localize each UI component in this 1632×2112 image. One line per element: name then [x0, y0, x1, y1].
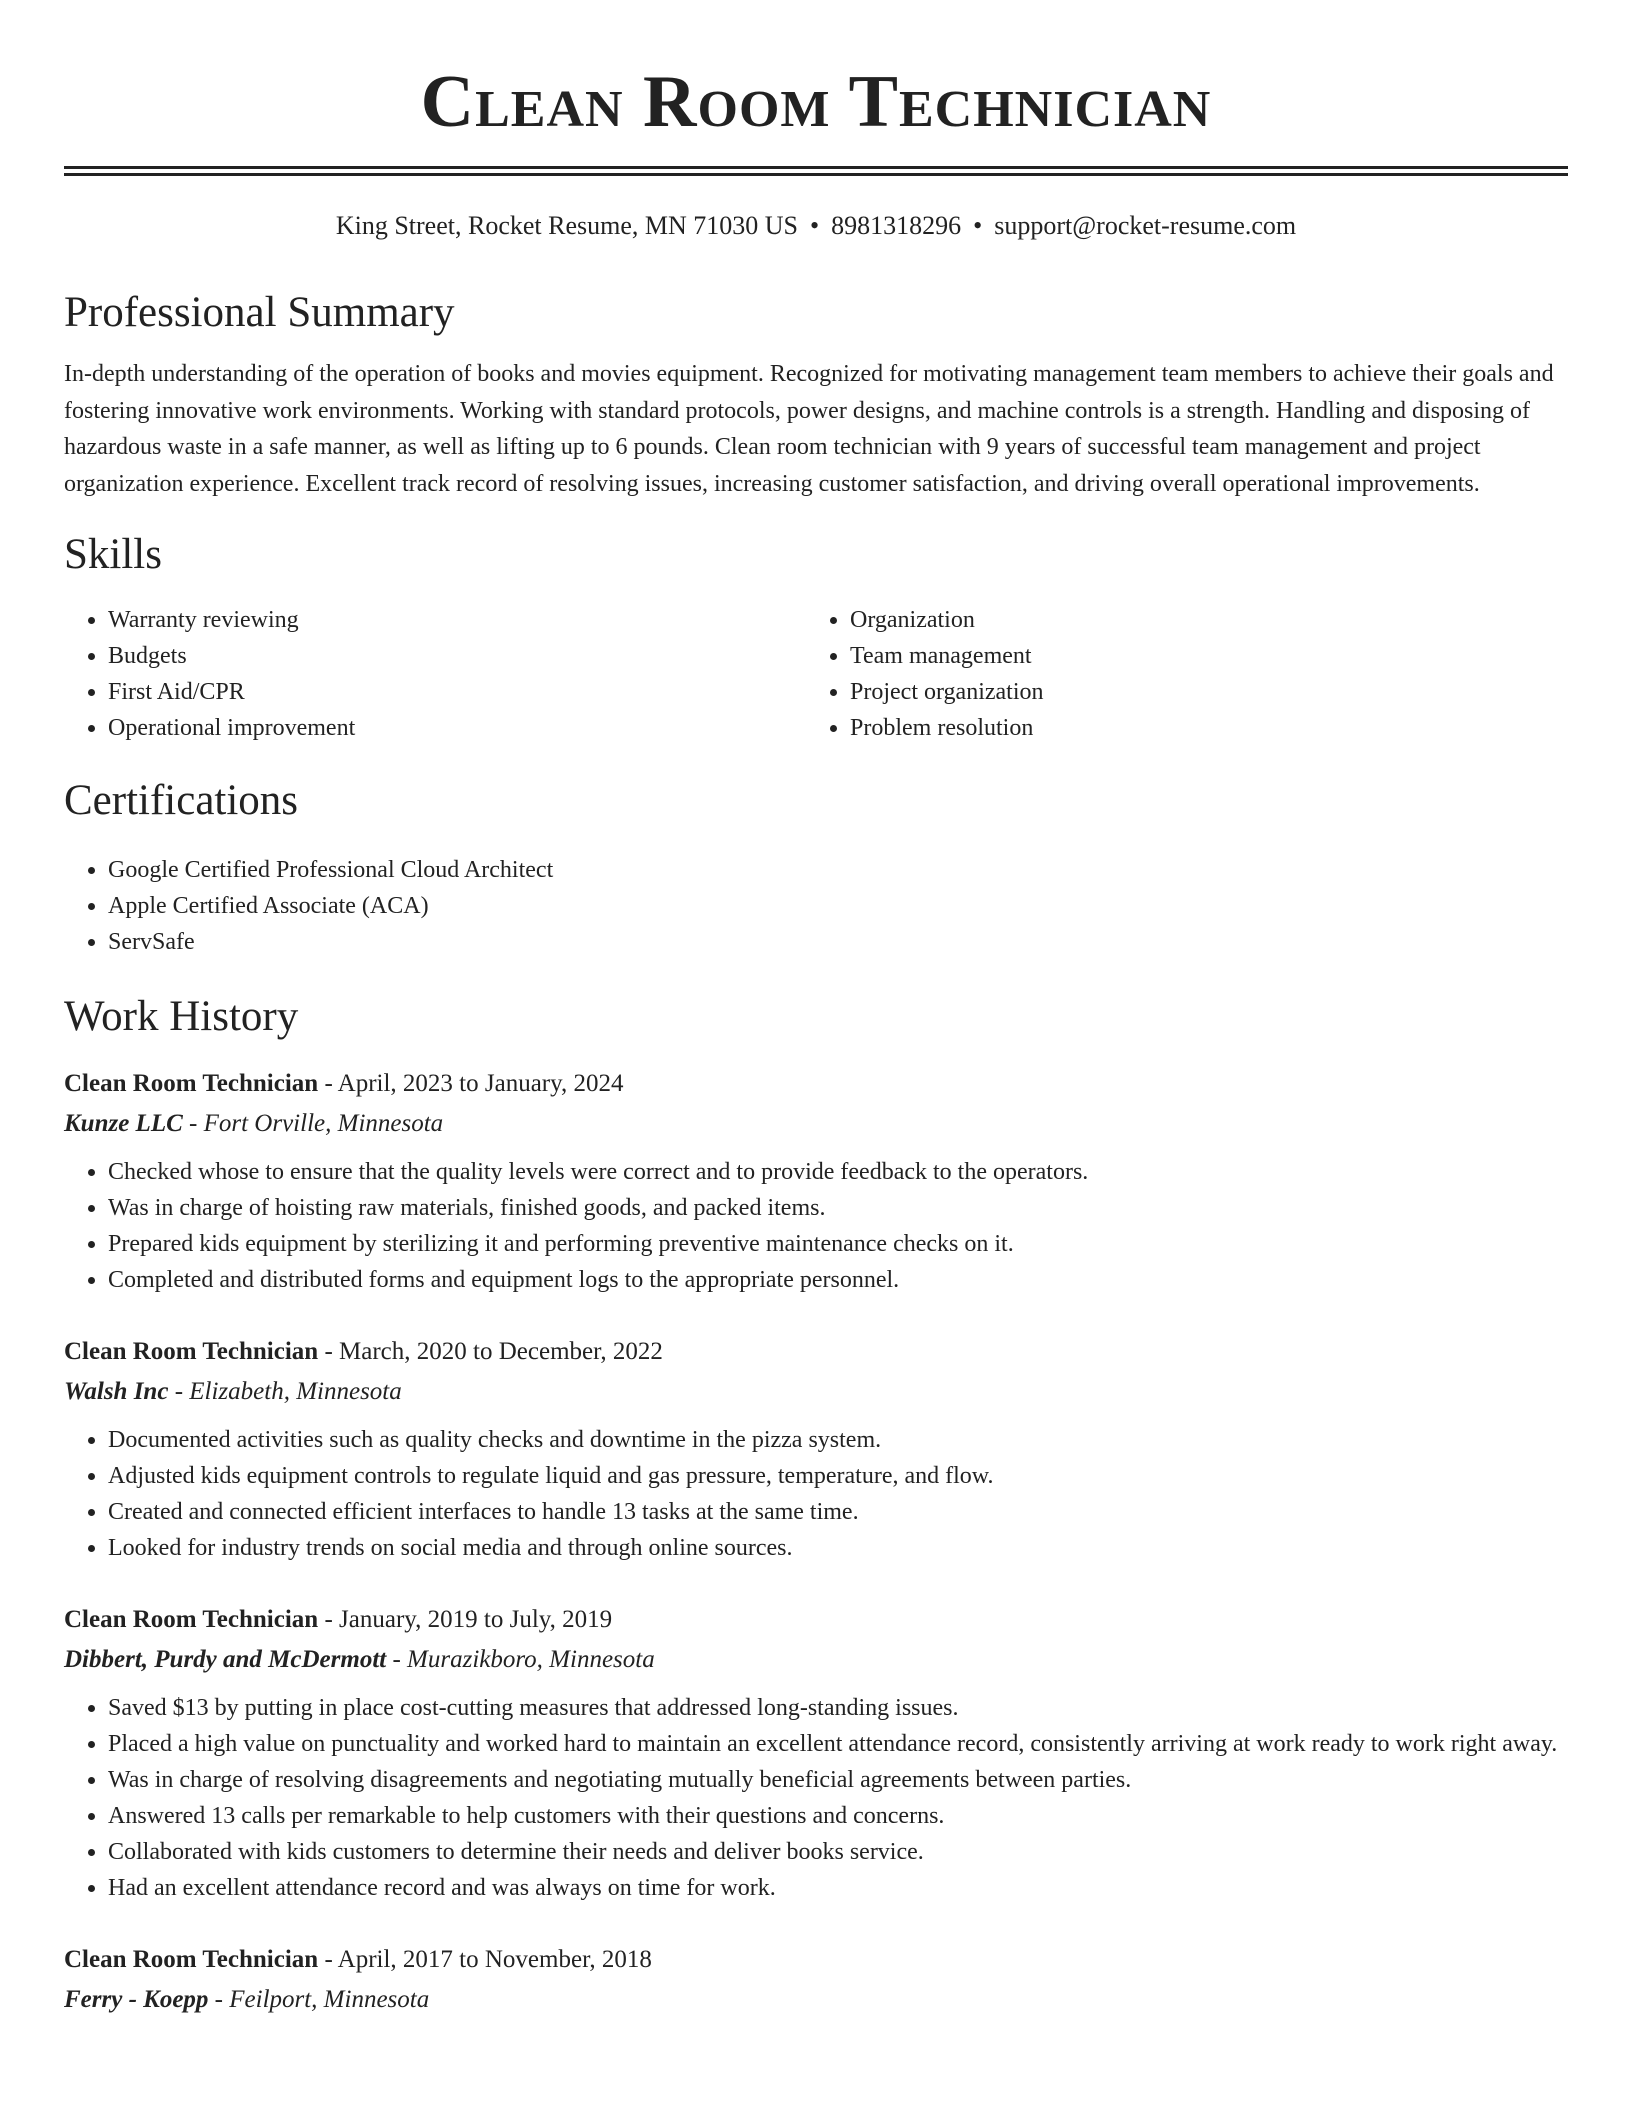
job-dash: - [386, 1646, 408, 1673]
skill-item: • Budgets [108, 638, 806, 674]
skill-item: • Problem resolution [850, 710, 1548, 746]
certification-item: • ServSafe [108, 924, 1568, 960]
skills-grid [64, 602, 1568, 746]
job-dates: March, 2020 to December, 2022 [339, 1338, 663, 1365]
job-company-line [64, 1104, 1568, 1144]
skill-item: • Project organization [850, 674, 1548, 710]
job-title-line [64, 1600, 1568, 1640]
skill-item: • First Aid/CPR [108, 674, 806, 710]
job-bullet: • Placed a high value on punctuality and worked hard to maintain an excellent attendance record, consistently arriving at work ready to work right away. [108, 1726, 1568, 1762]
job-bullet: • Documented activities such as quality checks and downtime in the pizza system. [108, 1422, 1568, 1458]
job-dash: - [318, 1338, 340, 1365]
job-entry [64, 1940, 1568, 2020]
skill-item: • Operational improvement [108, 710, 806, 746]
skills-column-left [64, 602, 806, 746]
job-dash: - [318, 1070, 338, 1097]
job-bullet: • Had an excellent attendance record and was always on time for work. [108, 1870, 1568, 1906]
skill-item: • Organization [850, 602, 1548, 638]
job-bullet: • Saved $13 by putting in place cost-cutting measures that addressed long-standing issues. [108, 1690, 1568, 1726]
certification-item: • Google Certified Professional Cloud Architect [108, 852, 1568, 888]
job-bullets [64, 1690, 1568, 1906]
job-title: Clean Room Technician [64, 1606, 319, 1633]
job-bullet: • Answered 13 calls per remarkable to help customers with their questions and concerns. [108, 1798, 1568, 1834]
job-company: Ferry - Koepp [64, 1986, 209, 2013]
contact-phone: 8981318296 [831, 211, 962, 240]
job-entry [64, 1064, 1568, 1298]
certifications-list [64, 852, 1568, 960]
contact-separator: • [810, 211, 820, 240]
job-bullet: • Prepared kids equipment by sterilizing it and performing preventive maintenance checks on it. [108, 1226, 1568, 1262]
job-dash: - [318, 1946, 338, 1973]
contact-line [64, 210, 1568, 242]
job-dates: April, 2017 to November, 2018 [337, 1946, 652, 1973]
job-title-line [64, 1940, 1568, 1980]
contact-email[interactable]: support@rocket-resume.com [994, 211, 1297, 240]
job-location: Murazikboro, Minnesota [407, 1646, 655, 1673]
job-company-line [64, 1372, 1568, 1412]
job-dash: - [318, 1606, 340, 1633]
skills-heading: Skills [64, 531, 162, 578]
job-bullet: • Checked whose to ensure that the quality levels were correct and to provide feedback to the operators. [108, 1154, 1568, 1190]
skills-list-right [806, 602, 1548, 746]
resume-name: Clean Room Technician [420, 61, 1212, 143]
job-dash: - [168, 1378, 190, 1405]
skills-column-right [806, 602, 1548, 746]
job-company: Walsh Inc [64, 1378, 169, 1405]
job-bullet: • Adjusted kids equipment controls to regulate liquid and gas pressure, temperature, and flow. [108, 1458, 1568, 1494]
contact-separator: • [973, 211, 983, 240]
header-divider [64, 166, 1568, 176]
certifications-heading: Certifications [64, 777, 299, 824]
job-company-line [64, 1640, 1568, 1680]
job-location: Fort Orville, Minnesota [203, 1110, 444, 1137]
work-history-heading: Work History [64, 993, 299, 1040]
skill-item: • Warranty reviewing [108, 602, 806, 638]
job-bullet: • Looked for industry trends on social media and through online sources. [108, 1530, 1568, 1566]
skills-list-left [64, 602, 806, 746]
job-bullet: • Was in charge of hoisting raw materials, finished goods, and packed items. [108, 1190, 1568, 1226]
job-entry [64, 1332, 1568, 1566]
job-company-line [64, 1980, 1568, 2020]
job-dates: January, 2019 to July, 2019 [339, 1606, 613, 1633]
job-bullet: • Collaborated with kids customers to determine their needs and deliver books service. [108, 1834, 1568, 1870]
job-bullets [64, 1422, 1568, 1566]
job-bullet: • Was in charge of resolving disagreements and negotiating mutually beneficial agreements between parties. [108, 1762, 1568, 1798]
job-company: Dibbert, Purdy and McDermott [64, 1646, 387, 1673]
job-dash: - [182, 1110, 204, 1137]
job-location: Feilport, Minnesota [229, 1986, 430, 2013]
job-dash: - [208, 1986, 230, 2013]
summary-text: In-depth understanding of the operation of books and movies equipment. Recognized for motivating management team members to achieve their goals and fostering innovative work environments. Working with standard protocols, power designs, and machine controls is a strength. Handling and disposing of hazardous waste in a safe manner, as well as lifting up to 6 pounds. Clean room technician with 9 years of successful team management and project organization experience. Excellent track record of resolving issues, increasing customer satisfaction, and driving overall operational improvements. [64, 361, 1554, 497]
job-location: Elizabeth, Minnesota [189, 1378, 402, 1405]
job-bullet: • Completed and distributed forms and equipment logs to the appropriate personnel. [108, 1262, 1568, 1298]
job-bullet: • Created and connected efficient interfaces to handle 13 tasks at the same time. [108, 1494, 1568, 1530]
job-dates: April, 2023 to January, 2024 [337, 1070, 624, 1097]
job-title: Clean Room Technician [64, 1338, 319, 1365]
job-bullets [64, 1154, 1568, 1298]
contact-address: King Street, Rocket Resume, MN 71030 US [335, 211, 799, 240]
skill-item: • Team management [850, 638, 1548, 674]
job-entry [64, 1600, 1568, 1906]
job-title-line [64, 1064, 1568, 1104]
summary-heading: Professional Summary [64, 289, 455, 336]
job-company: Kunze LLC [64, 1110, 183, 1137]
job-title: Clean Room Technician [64, 1070, 319, 1097]
job-title: Clean Room Technician [64, 1946, 319, 1973]
certification-item: • Apple Certified Associate (ACA) [108, 888, 1568, 924]
job-title-line [64, 1332, 1568, 1372]
